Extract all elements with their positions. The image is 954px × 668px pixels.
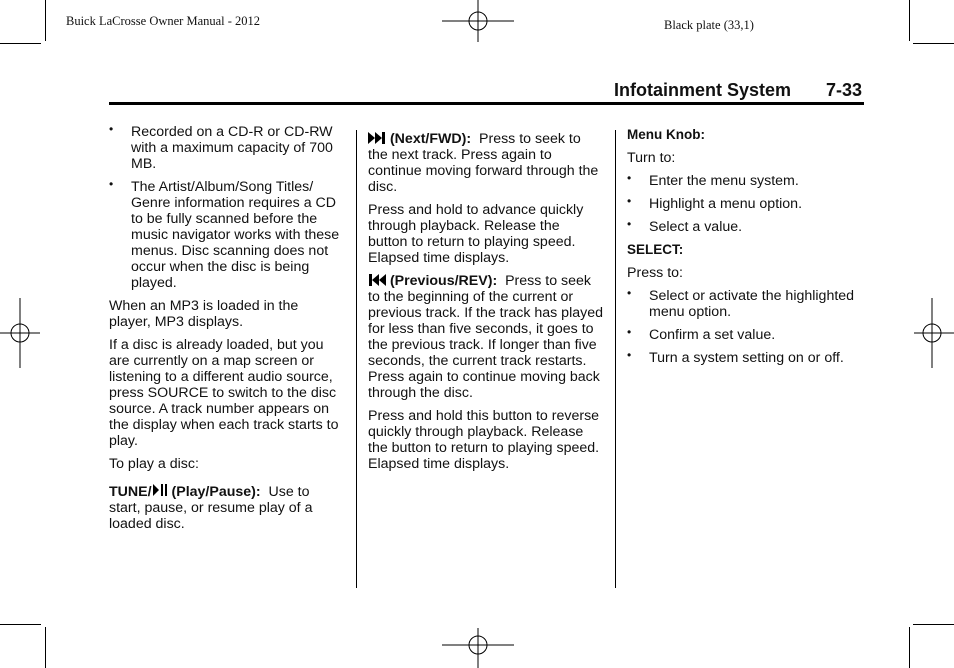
crop-mark [909,0,910,41]
paragraph: Press to: [627,265,683,281]
list-item: • Turn a system setting on or off. [627,348,844,366]
list-item-text: Select a value. [649,219,743,235]
paragraph: To play a disc: [109,456,199,472]
column-3 [627,127,867,373]
list-item-text: Select or activate the highlighted menu option. [649,288,855,320]
previous-track-icon [368,273,386,287]
column-divider [356,130,357,588]
list-item: • Select a value. [627,217,743,235]
list-item-text: Recorded on a CD-R or CD-RW with a maximum capacity of 700 MB. [131,124,333,172]
paragraph: Press and hold this button to reverse quickly through playback. Release the button to return to playing speed. Elapsed time displays. [368,408,600,472]
select-heading: SELECT: [627,242,684,257]
next-paragraph [368,131,603,195]
plate-label: Black plate (33,1) [664,18,754,32]
crop-mark [909,627,910,668]
list-item: • Confirm a set value. [627,325,776,343]
paragraph: Press and hold to advance quickly through playback. Release the button to return to playing speed. Elapsed time displays. [368,202,584,266]
registration-mark-right [914,298,954,368]
header-rule [109,102,864,105]
crop-mark [0,43,41,44]
crop-mark [45,627,46,668]
play-pause-icon [152,482,168,498]
list-item-text: Enter the menu system. [649,173,799,189]
list-item: • Select or activate the highlighted menu option. [627,286,855,320]
column-2 [368,131,603,479]
registration-mark-left [0,298,40,368]
list-item: • Highlight a menu option. [627,194,803,212]
paragraph: If a disc is already loaded, but you are currently on a map screen or listening to a different audio source, press SOURCE to switch to the disc source. A track number appears on the display when each track starts to play. [109,337,339,449]
list-item-text: The Artist/Album/Song Titles/ Genre information requires a CD to be fully scanned before the music navigator works with these menus. Disc scanning does not occur when the disc is being played. [131,179,340,291]
prev-text: Press to seek to the beginning of the current or previous track. If the track has played for less than five seconds, it goes to the previous track. If longer than five seconds, the current track restarts. Press again to continue moving back through the disc. [368,273,603,401]
next-track-icon [368,131,386,145]
prev-paragraph [368,273,603,401]
list-item: • Recorded on a CD-R or CD-RW with a maximum capacity of 700 MB. [109,122,333,172]
crop-mark [913,624,954,625]
section-title: Infotainment System [614,80,792,100]
manual-title: Buick LaCrosse Owner Manual - 2012 [66,14,261,28]
next-bold: (Next/FWD): [389,131,472,147]
next-text: Press to seek to the next track. Press again to continue moving forward through the disc. [368,131,599,195]
column-divider [615,130,616,588]
paragraph: When an MP3 is loaded in the player, MP3 displays. [109,298,299,330]
registration-mark-top [442,0,514,42]
list-item-text: Turn a system setting on or off. [649,350,844,366]
tune-text: Use to start, pause, or resume play of a loaded disc. [109,484,313,532]
menu-knob-heading: Menu Knob: [627,127,705,142]
list-item: • Enter the menu system. [627,171,799,189]
crop-mark [0,624,41,625]
list-item: • The Artist/Album/Song Titles/ Genre information requires a CD to be fully scanned before the music navigator works with these menus. Disc scanning does not occur when the disc is being played. [109,177,340,291]
list-item-text: Highlight a menu option. [649,196,803,212]
tune-label: TUNE/ [109,484,152,500]
page-number: 7-33 [826,80,863,100]
prev-bold: (Previous/REV): [389,273,498,289]
tune-paragraph [109,482,344,532]
list-item-text: Confirm a set value. [649,327,776,343]
tune-bold: (Play/Pause): [171,484,261,500]
crop-mark [913,43,954,44]
column-1 [109,124,344,539]
registration-mark-bottom [442,628,514,668]
crop-mark [45,0,46,41]
paragraph: Turn to: [627,150,676,166]
